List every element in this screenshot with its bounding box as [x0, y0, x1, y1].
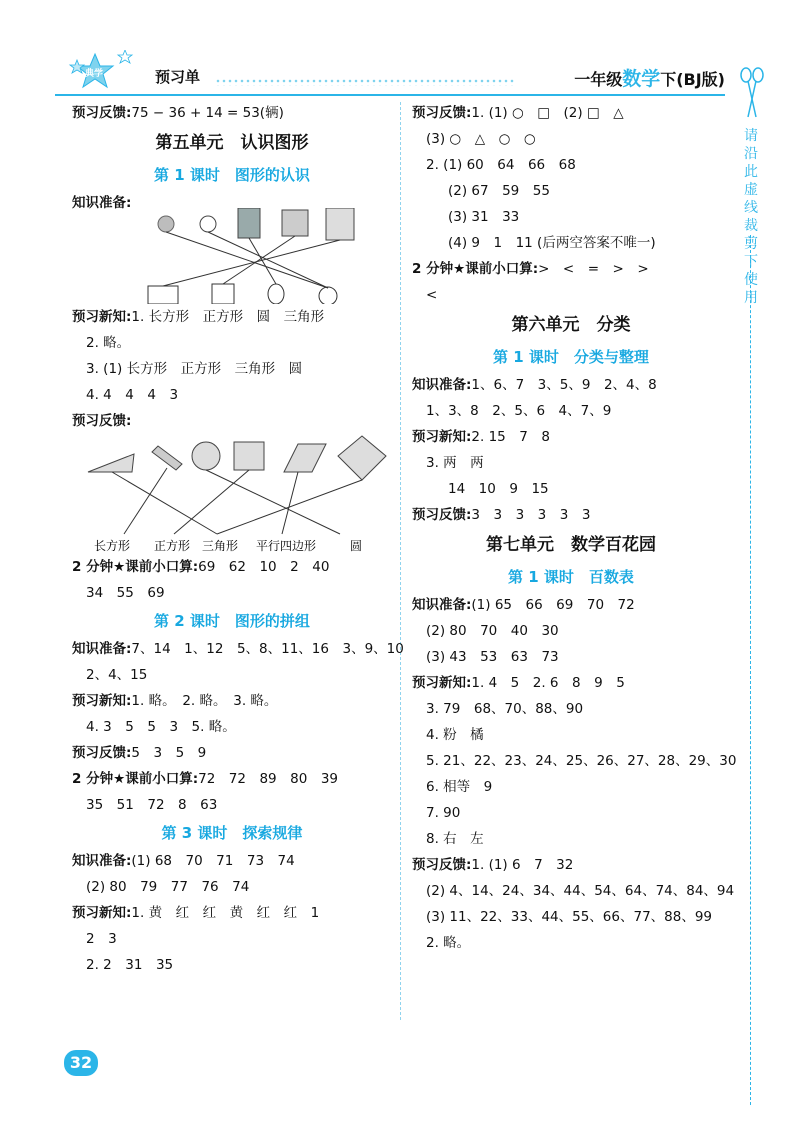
u6-lesson-title: 第 1 课时 分类与整理 — [493, 348, 649, 366]
brand-text: 典学 — [85, 69, 104, 79]
circle-shape-icon — [192, 442, 220, 470]
l3-new-0: 预习新知:1. 黄 红 红 黄 红 红 1 — [72, 905, 320, 921]
cuboid-icon — [148, 286, 178, 304]
triangle-shape-icon — [88, 454, 134, 472]
header-dots — [215, 78, 515, 86]
l2-mental-0: 2 分钟★课前小口算:72 72 89 80 39 — [72, 771, 339, 787]
u7-knowledge-2: (3) 43 53 63 73 — [426, 649, 559, 665]
r-feedback-4: (3) 31 33 — [448, 209, 520, 225]
shape-label-3: 平行四边形 — [256, 539, 317, 553]
l3-knowledge-1: (2) 80 79 77 76 74 — [86, 879, 250, 895]
l1-knowledge: 知识准备: — [72, 195, 132, 211]
r-feedback-2: 2. (1) 60 64 66 68 — [426, 157, 576, 173]
u7-feedback-0: 预习反馈:1. (1) 6 7 32 — [412, 857, 574, 873]
header-rule — [55, 94, 725, 96]
u6-knowledge-1: 1、3、8 2、5、6 4、7、9 — [426, 403, 612, 419]
l1-new-2: 3. (1) 长方形 正方形 三角形 圆 — [86, 361, 303, 377]
column-divider — [400, 102, 401, 1020]
brand-stars-icon — [65, 50, 145, 94]
cube-icon — [212, 284, 234, 304]
shape-label-1: 正方形 — [154, 539, 191, 553]
u6-new-2: 14 10 9 15 — [448, 481, 549, 497]
lesson3-title: 第 3 课时 探索规律 — [161, 824, 303, 842]
l1-feedback: 预习反馈: — [72, 413, 132, 429]
l1-mental-0: 2 分钟★课前小口算:69 62 10 2 40 — [72, 559, 330, 575]
l1-new-3: 4. 4 4 4 3 — [86, 387, 179, 403]
r-mental-1: < — [426, 287, 438, 303]
u6-new-0: 预习新知:2. 15 7 8 — [412, 429, 550, 445]
unit7-title: 第七单元 数学百花园 — [486, 535, 656, 555]
cut-instruction: 请沿此虚线裁剪下使用 — [744, 128, 758, 306]
soccer-ball-icon — [200, 216, 216, 232]
cylinder-icon — [268, 284, 284, 304]
u7-new-2: 4. 粉 橘 — [426, 727, 484, 743]
u7-feedback-1: (2) 4、14、24、34、44、54、64、74、84、94 — [426, 883, 735, 899]
unit5-title: 第五单元 认识图形 — [155, 133, 309, 153]
l1-new-1: 2. 略。 — [86, 335, 131, 351]
u7-feedback-3: 2. 略。 — [426, 935, 471, 951]
sphere-icon — [319, 287, 337, 304]
l1-mental-1: 34 55 69 — [86, 585, 165, 601]
right-column — [412, 100, 737, 956]
cut-dashed-line — [750, 235, 751, 1105]
lesson1-title: 第 1 课时 图形的认识 — [154, 166, 310, 184]
square-shape-icon — [234, 442, 264, 470]
l3-knowledge-0: 知识准备:(1) 68 70 71 73 74 — [72, 853, 295, 869]
l2-feedback: 预习反馈:5 3 5 9 — [72, 745, 207, 761]
shape-label-4: 圆 — [350, 539, 363, 553]
r-feedback-0: 预习反馈:1. (1) ○ □ (2) □ △ — [412, 105, 624, 121]
u7-new-6: 8. 右 左 — [426, 831, 484, 847]
shape-matching-figure — [72, 434, 392, 554]
shape-label-0: 长方形 — [94, 539, 131, 553]
u7-knowledge-0: 知识准备:(1) 65 66 69 70 72 — [412, 597, 635, 613]
cut-strip — [736, 65, 766, 1105]
lesson2-title: 第 2 课时 图形的拼组 — [154, 612, 310, 630]
u7-new-4: 6. 相等 9 — [426, 779, 493, 795]
header-title: 预习单 — [155, 68, 201, 86]
page-number: 32 — [64, 1050, 98, 1076]
left-column — [72, 100, 404, 978]
u7-new-0: 预习新知:1. 4 5 2. 6 8 9 5 — [412, 675, 625, 691]
r-feedback-3: (2) 67 59 55 — [448, 183, 550, 199]
u7-new-3: 5. 21、22、23、24、25、26、27、28、29、30 — [426, 753, 737, 769]
diamond-shape-icon — [338, 436, 386, 480]
cylinder-cup-icon — [238, 208, 260, 238]
u6-knowledge-0: 知识准备:1、6、7 3、5、9 2、4、8 — [412, 377, 657, 393]
u7-knowledge-1: (2) 80 70 40 30 — [426, 623, 559, 639]
scissors-icon — [738, 67, 766, 119]
u7-new-5: 7. 90 — [426, 805, 461, 821]
u7-new-1: 3. 79 68、70、88、90 — [426, 701, 584, 717]
shape-label-2: 三角形 — [202, 539, 239, 553]
u7-lesson-title: 第 1 课时 百数表 — [508, 568, 634, 586]
l1-new-0: 预习新知:1. 长方形 正方形 圆 三角形 — [72, 309, 325, 325]
l2-mental-1: 35 51 72 8 63 — [86, 797, 218, 813]
l3-new-2: 2. 2 31 35 — [86, 957, 174, 973]
u6-feedback: 预习反馈:3 3 3 3 3 3 — [412, 507, 591, 523]
book-icon — [326, 208, 354, 240]
rubiks-cube-icon — [282, 210, 308, 236]
top-feedback: 预习反馈:75 − 36 + 14 = 53(辆) — [72, 105, 284, 121]
unit6-title: 第六单元 分类 — [511, 315, 631, 335]
ball-icon — [158, 216, 174, 232]
rectangle-shape-icon — [152, 446, 182, 470]
l2-new-1: 4. 3 5 5 3 5. 略。 — [86, 719, 236, 735]
l2-new-0: 预习新知:1. 略。 2. 略。 3. 略。 — [72, 693, 278, 709]
r-feedback-5: (4) 9 1 11 (后两空答案不唯一) — [448, 235, 656, 251]
knowledge-matching-figure — [72, 208, 392, 304]
u7-feedback-2: (3) 11、22、33、44、55、66、77、88、99 — [426, 909, 713, 925]
page-header — [55, 58, 725, 94]
header-grade: 一年级数学下(BJ版) — [574, 68, 725, 90]
l2-knowledge-1: 2、4、15 — [86, 667, 148, 683]
parallelogram-shape-icon — [284, 444, 326, 472]
l2-knowledge-0: 知识准备:7、14 1、12 5、8、11、16 3、9、10 — [72, 641, 404, 657]
l3-new-1: 2 3 — [86, 931, 117, 947]
r-feedback-1: (3) ○ △ ○ ○ — [426, 131, 536, 147]
r-mental-0: 2 分钟★课前小口算:> < = > > — [412, 261, 649, 277]
u6-new-1: 3. 两 两 — [426, 455, 484, 471]
